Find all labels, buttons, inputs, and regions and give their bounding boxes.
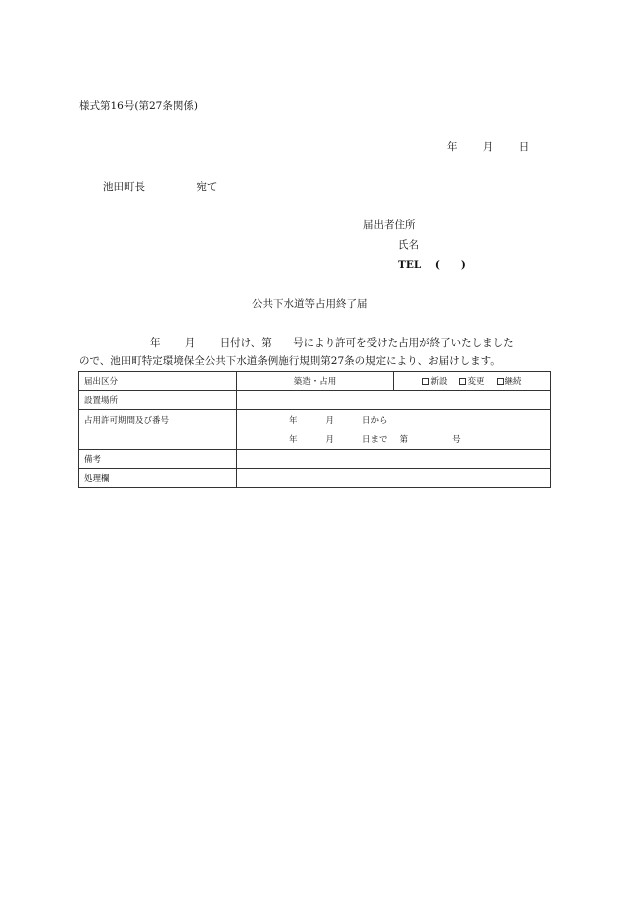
applicant-tel: [398, 257, 466, 272]
table-row: [79, 450, 551, 469]
date-line: [447, 139, 529, 154]
applicant-address-label: 届出者住所: [363, 219, 416, 231]
location-field[interactable]: [237, 391, 551, 410]
category-cell: [237, 372, 551, 391]
notification-table: [78, 371, 551, 488]
checkbox-continue[interactable]: [497, 375, 522, 387]
body-month: 月: [184, 337, 196, 349]
body-permit-rest: 号により許可を受けた占用が終了いたしました: [293, 337, 514, 349]
date-day-label: 日: [518, 141, 530, 153]
row-label-processing: 処理欄: [79, 469, 237, 488]
addressee-suffix: 宛て: [196, 181, 218, 193]
period-to-line: [289, 430, 545, 449]
period-field[interactable]: [237, 410, 551, 450]
table-row: [79, 391, 551, 410]
period-to-day: 日まで: [362, 435, 388, 445]
permit-number-suffix: 号: [452, 435, 461, 445]
checkbox-icon: [497, 378, 504, 385]
checkbox-new[interactable]: [422, 375, 447, 387]
table-row: [79, 469, 551, 488]
table-row: [79, 372, 551, 391]
option-label: 継続: [504, 377, 522, 387]
period-from-month: 月: [325, 416, 335, 426]
body-line-2: ので、池田町特定環境保全公共下水道条例施行規則第27条の規定により、お届けします。: [79, 355, 501, 367]
period-from-line: [289, 411, 545, 430]
tel-parens: ( ): [434, 259, 466, 271]
addressee-name: 池田町長: [103, 181, 145, 193]
applicant-name-label: 氏名: [398, 239, 419, 251]
checkbox-icon: [459, 378, 466, 385]
processing-field[interactable]: [237, 469, 551, 488]
option-label: 新設: [430, 377, 448, 387]
table-row: [79, 410, 551, 450]
document-title: 公共下水道等占用終了届: [252, 298, 368, 310]
body-line-1: [150, 335, 514, 350]
tel-label: TEL: [398, 259, 422, 271]
remarks-field[interactable]: [237, 450, 551, 469]
body-day: 日付け、第: [219, 337, 272, 349]
date-month-label: 月: [482, 141, 494, 153]
option-label: 変更: [467, 377, 485, 387]
body-year: 年: [150, 337, 161, 349]
period-to-month: 月: [325, 435, 335, 445]
row-label-category: 届出区分: [79, 372, 237, 391]
addressee: [103, 179, 217, 194]
period-from-day: 日から: [362, 416, 388, 426]
row-label-remarks: 備考: [79, 450, 237, 469]
row-label-period: 占用許可期間及び番号: [79, 410, 237, 450]
permit-number-prefix: 第: [399, 435, 409, 445]
period-from-year: 年: [289, 416, 298, 426]
category-options: [394, 372, 550, 390]
row-label-location: 設置場所: [79, 391, 237, 410]
form-number: 様式第16号(第27条関係): [79, 100, 198, 112]
checkbox-icon: [422, 378, 429, 385]
period-to-year: 年: [289, 435, 298, 445]
date-year-label: 年: [447, 141, 458, 153]
category-value: 築造・占用: [237, 372, 394, 390]
checkbox-change[interactable]: [459, 375, 484, 387]
